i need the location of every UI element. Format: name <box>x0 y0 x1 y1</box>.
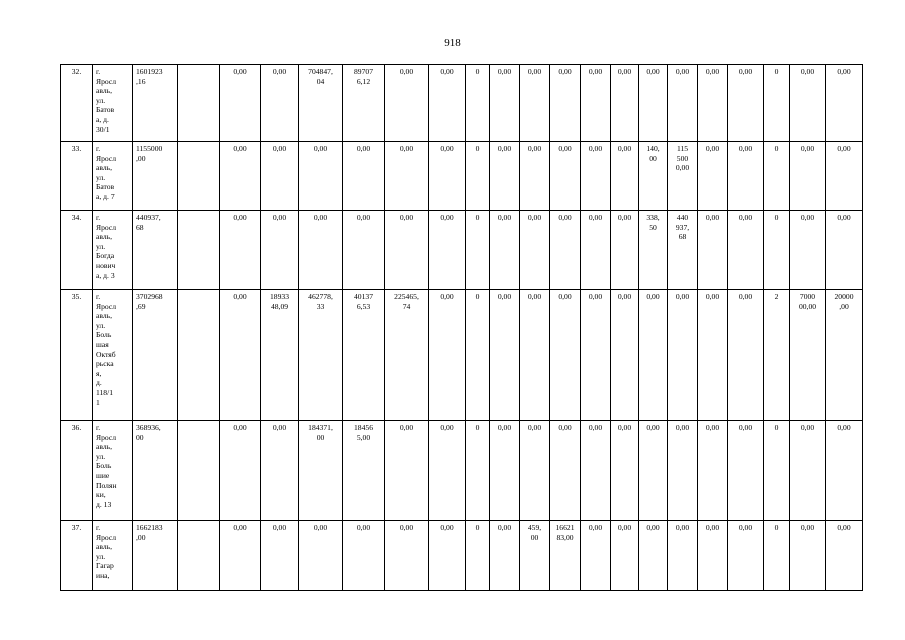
value-cell: 0,00 <box>385 65 429 142</box>
value-cell: 7000 00,00 <box>790 290 826 421</box>
total-cell: 3702968 ,69 <box>133 290 178 421</box>
value-cell: 0,00 <box>520 65 550 142</box>
row-number-cell: 35. <box>61 290 93 421</box>
value-cell: 0,00 <box>790 211 826 290</box>
address-cell: г. Яросл авль, ул. Боль шая Октяб рьска я, д. 118/1 1 <box>93 290 133 421</box>
value-cell: 0,00 <box>429 211 466 290</box>
value-cell: 0,00 <box>220 211 261 290</box>
value-cell: 0,00 <box>698 211 728 290</box>
value-cell: 0,00 <box>728 290 764 421</box>
value-cell: 0,00 <box>728 65 764 142</box>
value-cell: 0 <box>466 290 490 421</box>
value-cell: 0,00 <box>220 142 261 211</box>
value-cell: 0,00 <box>429 421 466 521</box>
value-cell: 16621 83,00 <box>550 521 581 591</box>
value-cell: 0,00 <box>490 211 520 290</box>
address-cell: г. Яросл авль, ул. Батов а, д. 30/1 <box>93 65 133 142</box>
value-cell: 18933 48,09 <box>261 290 299 421</box>
value-cell: 0,00 <box>639 421 668 521</box>
row-number-cell: 37. <box>61 521 93 591</box>
value-cell: 0,00 <box>429 142 466 211</box>
value-cell: 0,00 <box>550 421 581 521</box>
value-cell: 0 <box>764 142 790 211</box>
address-cell: г. Яросл авль, ул. Богда нович а, д. 3 <box>93 211 133 290</box>
row-number-cell: 33. <box>61 142 93 211</box>
address-cell: г. Яросл авль, ул. Боль шие Полян ки, д. 13 <box>93 421 133 521</box>
total-cell: 440937, 68 <box>133 211 178 290</box>
value-cell: 0,00 <box>581 211 611 290</box>
table-row <box>61 421 863 521</box>
value-cell: 0,00 <box>826 65 863 142</box>
value-cell: 0,00 <box>611 65 639 142</box>
value-cell: 0 <box>466 65 490 142</box>
address-cell: г. Яросл авль, ул. Батов а, д. 7 <box>93 142 133 211</box>
value-cell: 0,00 <box>790 521 826 591</box>
value-cell: 0,00 <box>299 142 343 211</box>
value-cell: 0,00 <box>728 211 764 290</box>
value-cell: 0 <box>764 211 790 290</box>
value-cell: 0,00 <box>728 421 764 521</box>
value-cell: 0,00 <box>698 65 728 142</box>
value-cell: 0,00 <box>261 421 299 521</box>
value-cell: 0,00 <box>429 521 466 591</box>
value-cell: 0 <box>764 421 790 521</box>
value-cell <box>178 211 220 290</box>
value-cell: 0,00 <box>220 521 261 591</box>
value-cell: 0,00 <box>261 65 299 142</box>
value-cell: 18456 5,00 <box>343 421 385 521</box>
value-cell: 0,00 <box>826 142 863 211</box>
value-cell: 0,00 <box>611 421 639 521</box>
value-cell: 0,00 <box>611 290 639 421</box>
value-cell: 0,00 <box>490 421 520 521</box>
value-cell: 0,00 <box>261 211 299 290</box>
total-cell: 368936, 00 <box>133 421 178 521</box>
value-cell: 0,00 <box>826 521 863 591</box>
value-cell: 40137 6,53 <box>343 290 385 421</box>
value-cell: 440 937, 68 <box>668 211 698 290</box>
value-cell: 0 <box>466 421 490 521</box>
value-cell: 0,00 <box>385 521 429 591</box>
value-cell: 0,00 <box>520 290 550 421</box>
value-cell: 0 <box>466 211 490 290</box>
value-cell: 0,00 <box>668 521 698 591</box>
value-cell: 0,00 <box>550 290 581 421</box>
value-cell: 0,00 <box>826 421 863 521</box>
value-cell: 0,00 <box>261 142 299 211</box>
value-cell: 0,00 <box>299 211 343 290</box>
value-cell: 0,00 <box>490 290 520 421</box>
value-cell: 0,00 <box>550 65 581 142</box>
value-cell: 704847, 04 <box>299 65 343 142</box>
value-cell: 0,00 <box>429 65 466 142</box>
table-row <box>61 521 863 591</box>
value-cell <box>178 421 220 521</box>
value-cell: 0,00 <box>343 142 385 211</box>
value-cell: 0,00 <box>385 421 429 521</box>
value-cell: 0,00 <box>581 65 611 142</box>
value-cell: 184371, 00 <box>299 421 343 521</box>
value-cell: 0,00 <box>611 142 639 211</box>
value-cell: 0,00 <box>581 421 611 521</box>
value-cell: 0 <box>764 65 790 142</box>
value-cell: 115 500 0,00 <box>668 142 698 211</box>
table-row <box>61 290 863 421</box>
value-cell <box>178 142 220 211</box>
value-cell: 0,00 <box>299 521 343 591</box>
value-cell: 0,00 <box>790 142 826 211</box>
value-cell: 0,00 <box>343 521 385 591</box>
value-cell: 0,00 <box>490 521 520 591</box>
value-cell: 0,00 <box>220 421 261 521</box>
value-cell: 225465, 74 <box>385 290 429 421</box>
value-cell: 0,00 <box>520 142 550 211</box>
value-cell: 0,00 <box>611 211 639 290</box>
value-cell: 0,00 <box>343 211 385 290</box>
value-cell: 0,00 <box>429 290 466 421</box>
value-cell: 20000 ,00 <box>826 290 863 421</box>
table-row <box>61 142 863 211</box>
value-cell: 0,00 <box>385 142 429 211</box>
row-number-cell: 34. <box>61 211 93 290</box>
value-cell: 0,00 <box>728 142 764 211</box>
value-cell: 0,00 <box>581 521 611 591</box>
value-cell: 459, 00 <box>520 521 550 591</box>
address-cell: г. Яросл авль, ул. Гагар ина, <box>93 521 133 591</box>
table-row <box>61 65 863 142</box>
value-cell: 0,00 <box>639 290 668 421</box>
value-cell: 0,00 <box>790 65 826 142</box>
value-cell <box>178 521 220 591</box>
total-cell: 1601923 ,16 <box>133 65 178 142</box>
value-cell: 0,00 <box>728 521 764 591</box>
data-table <box>60 64 863 591</box>
value-cell: 0,00 <box>581 290 611 421</box>
value-cell: 0,00 <box>490 65 520 142</box>
value-cell: 0,00 <box>611 521 639 591</box>
value-cell <box>178 290 220 421</box>
value-cell: 0 <box>466 142 490 211</box>
value-cell: 0,00 <box>490 142 520 211</box>
total-cell: 1155000 ,00 <box>133 142 178 211</box>
value-cell: 0,00 <box>639 521 668 591</box>
value-cell: 89707 6,12 <box>343 65 385 142</box>
value-cell: 0,00 <box>698 521 728 591</box>
value-cell: 2 <box>764 290 790 421</box>
row-number-cell: 32. <box>61 65 93 142</box>
value-cell: 0,00 <box>520 211 550 290</box>
value-cell: 0,00 <box>385 211 429 290</box>
value-cell: 0,00 <box>639 65 668 142</box>
value-cell: 0,00 <box>581 142 611 211</box>
value-cell: 140, 00 <box>639 142 668 211</box>
table-row <box>61 211 863 290</box>
value-cell: 0,00 <box>826 211 863 290</box>
value-cell: 0,00 <box>220 65 261 142</box>
value-cell: 0,00 <box>550 142 581 211</box>
value-cell: 0,00 <box>790 421 826 521</box>
value-cell: 0,00 <box>668 290 698 421</box>
value-cell: 462778, 33 <box>299 290 343 421</box>
value-cell: 0 <box>764 521 790 591</box>
value-cell <box>178 65 220 142</box>
row-number-cell: 36. <box>61 421 93 521</box>
value-cell: 0,00 <box>520 421 550 521</box>
value-cell: 0,00 <box>220 290 261 421</box>
value-cell: 0,00 <box>698 290 728 421</box>
page-number: 918 <box>444 37 461 49</box>
value-cell: 0,00 <box>261 521 299 591</box>
value-cell: 338, 50 <box>639 211 668 290</box>
value-cell: 0 <box>466 521 490 591</box>
total-cell: 1662183 ,00 <box>133 521 178 591</box>
value-cell: 0,00 <box>550 211 581 290</box>
value-cell: 0,00 <box>698 421 728 521</box>
value-cell: 0,00 <box>698 142 728 211</box>
value-cell: 0,00 <box>668 65 698 142</box>
value-cell: 0,00 <box>668 421 698 521</box>
